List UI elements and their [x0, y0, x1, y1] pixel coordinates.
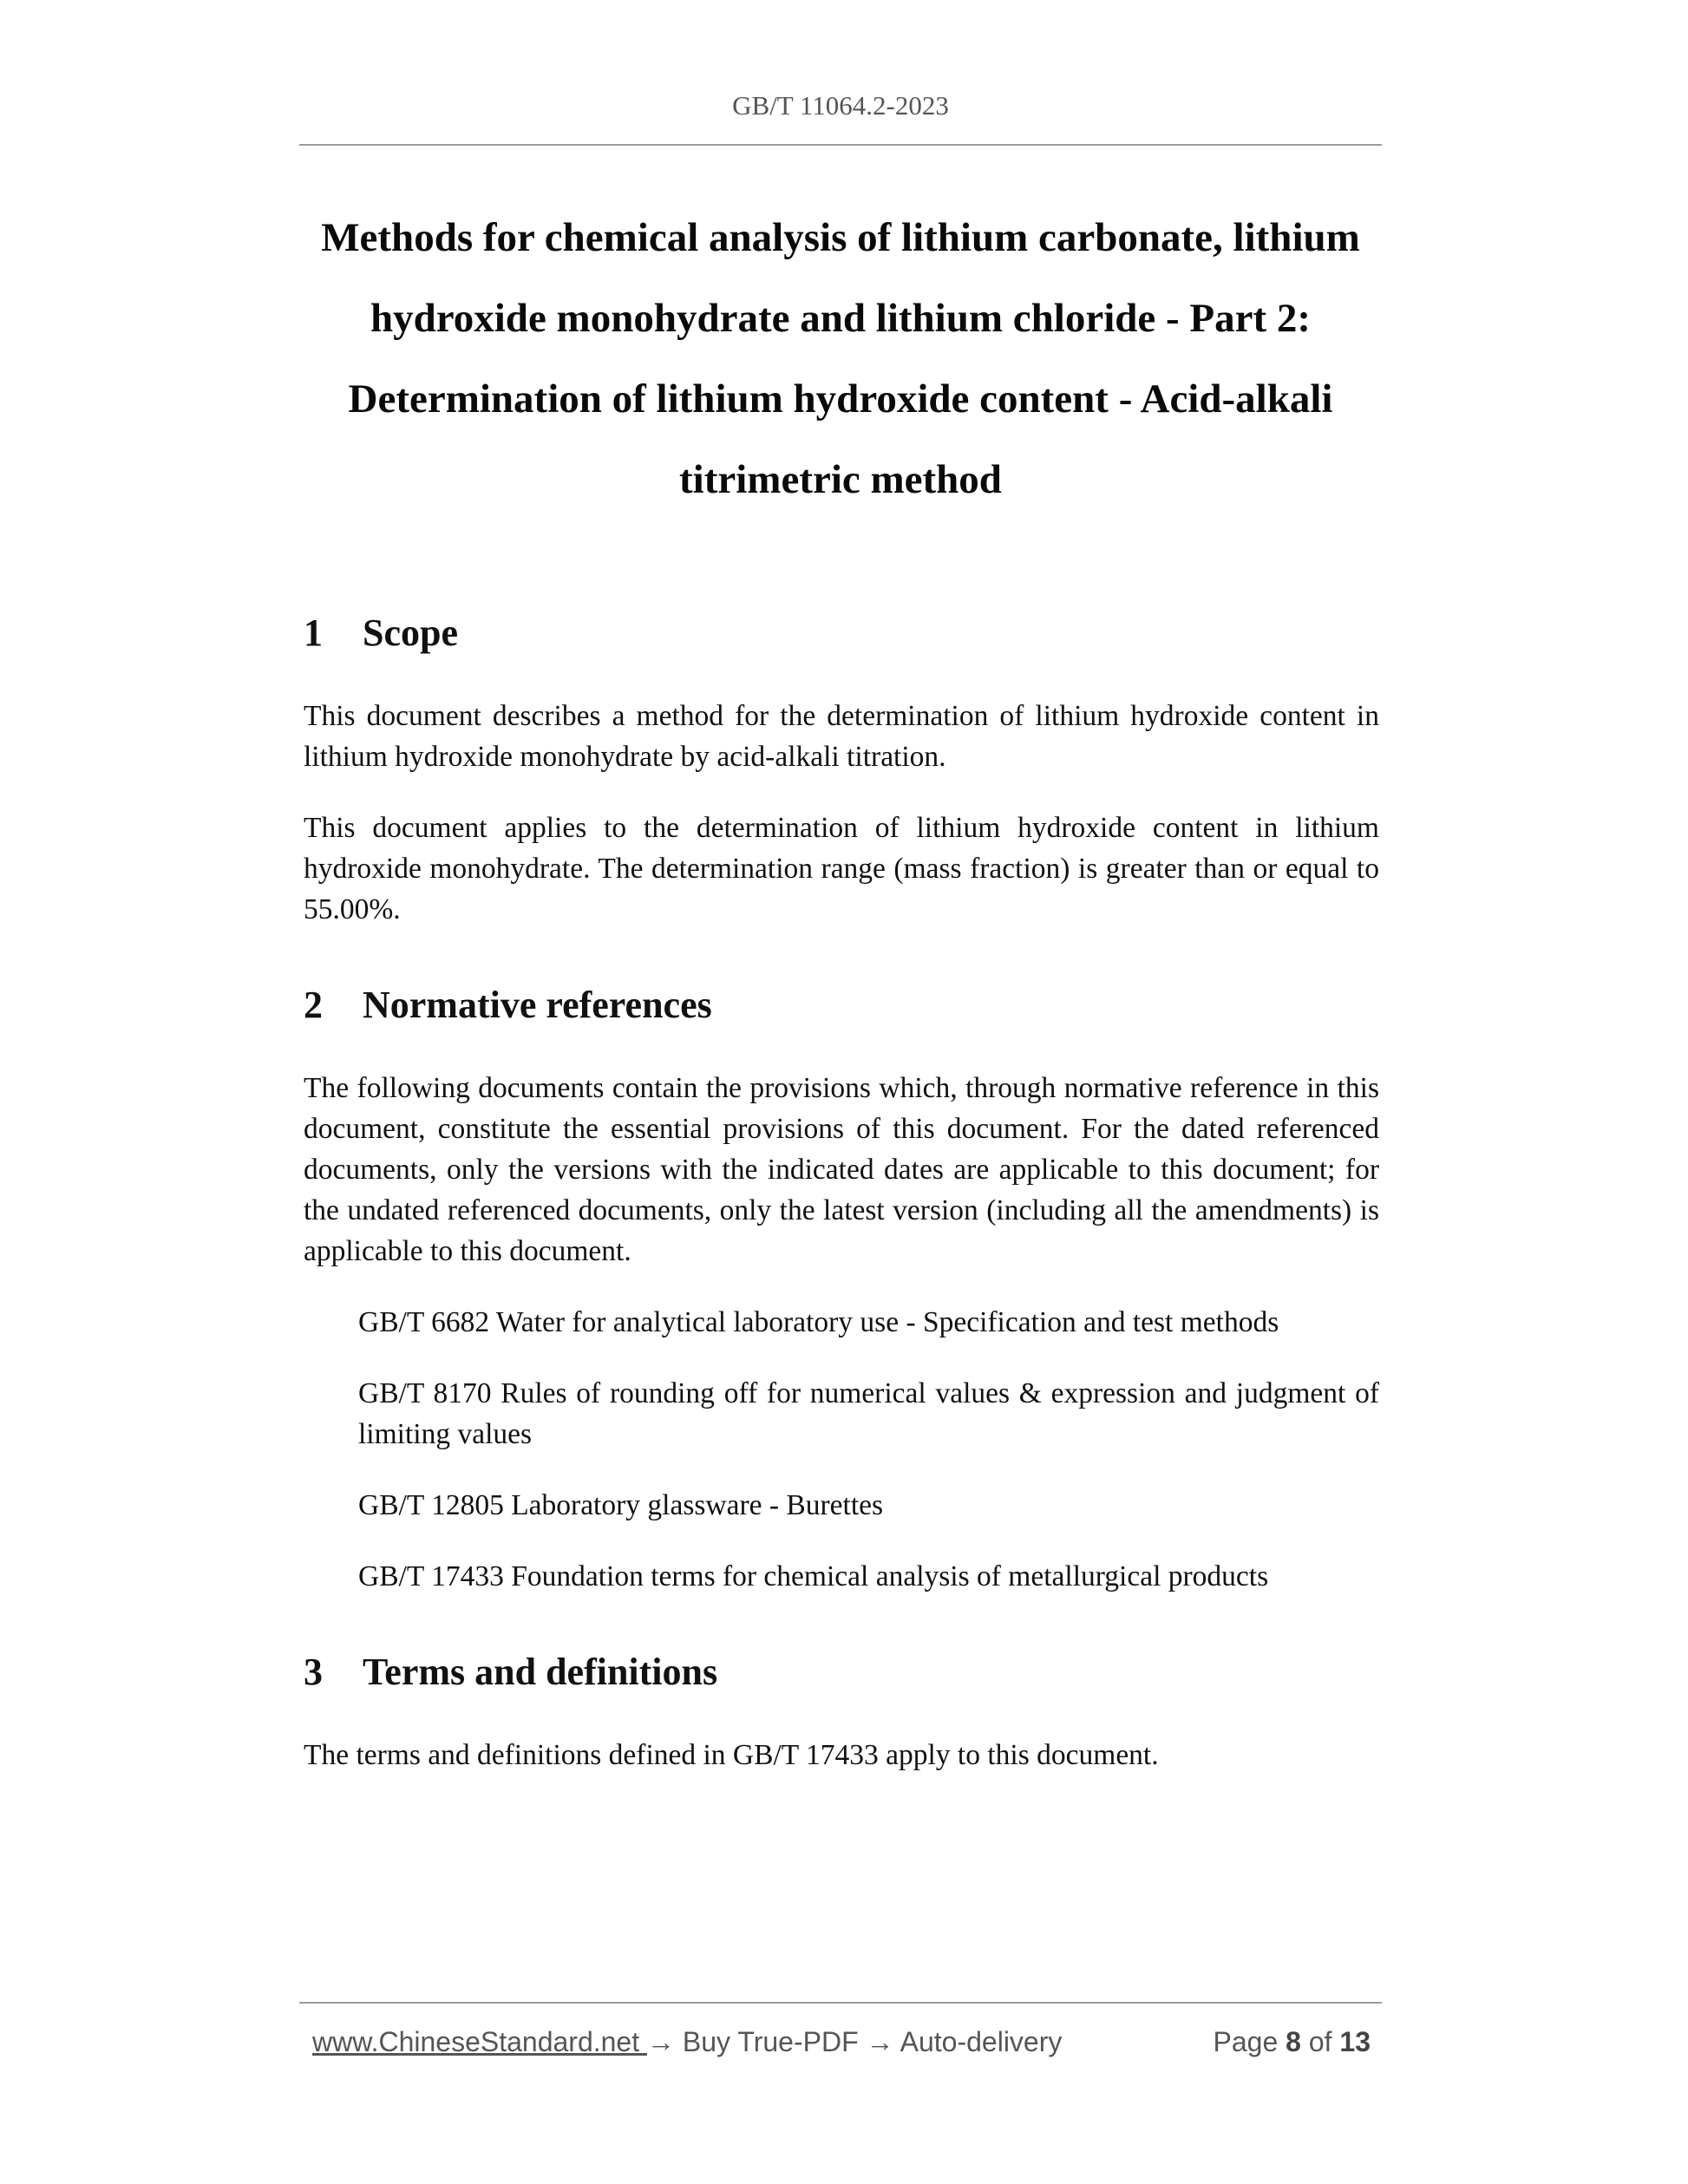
title-line: hydroxide monohydrate and lithium chloride - Part 2: [370, 296, 1312, 341]
buy-true-pdf-text: Buy True-PDF [675, 2026, 867, 2057]
document-code-header: GB/T 11064.2-2023 [732, 90, 949, 121]
title-line: Determination of lithium hydroxide content - Acid-alkali [348, 376, 1333, 422]
section-number: 3 [304, 1651, 323, 1693]
page-of-label: of [1308, 2026, 1332, 2057]
page-footer [312, 2026, 1371, 2058]
page-label: Page [1213, 2026, 1279, 2057]
reference-item: GB/T 12805 Laboratory glassware - Burettes [358, 1489, 884, 1521]
section-title: Scope [363, 611, 458, 654]
current-page-number: 8 [1286, 2026, 1301, 2057]
title-line: Methods for chemical analysis of lithium carbonate, lithium [321, 215, 1360, 260]
section-title: Terms and definitions [363, 1651, 718, 1693]
scope-paragraph: This document describes a method for the determination of lithium hydroxide content in lithium hydroxide monohydrate by acid-alkali titration. [304, 700, 1379, 773]
section-number: 1 [304, 611, 323, 654]
section-heading-terms [304, 1646, 1379, 1698]
references-intro: The following documents contain the provisions which, through normative reference in this document, constitute the essential provisions of this document. For the dated referenced documents, only the versions with the indicated dates are applicable to this document; for the undated referenced documents, only the latest version (including all the amendments) is applicable to this document. [304, 1072, 1379, 1267]
arrow-right-icon: → [647, 2026, 675, 2057]
header-divider [299, 144, 1382, 146]
section-heading-scope [304, 607, 1379, 659]
reference-item: GB/T 17433 Foundation terms for chemical analysis of metallurgical products [358, 1560, 1269, 1592]
scope-paragraph: This document applies to the determination of lithium hydroxide content in lithium hydroxide monohydrate. The determination range (mass fraction) is greater than or equal to 55.00%. [304, 812, 1379, 925]
document-title [299, 198, 1382, 520]
document-body [304, 607, 1379, 1775]
reference-item: GB/T 8170 Rules of rounding off for numerical values & expression and judgment of limiting values [358, 1377, 1379, 1450]
arrow-right-icon: → [866, 2026, 894, 2057]
footer-divider [299, 2002, 1382, 2004]
page-indicator [1214, 2026, 1371, 2058]
title-line: titrimetric method [679, 457, 1002, 502]
section-title: Normative references [363, 984, 712, 1026]
website-link[interactable]: www.ChineseStandard.net [312, 2026, 647, 2057]
reference-item: GB/T 6682 Water for analytical laboratory use - Specification and test methods [358, 1306, 1279, 1338]
section-number: 2 [304, 984, 323, 1026]
total-pages-number: 13 [1339, 2026, 1371, 2057]
auto-delivery-text: Auto-delivery [893, 2026, 1063, 2057]
terms-paragraph: The terms and definitions defined in GB/T 17433 apply to this document. [304, 1739, 1159, 1771]
section-heading-normative-references [304, 979, 1379, 1031]
